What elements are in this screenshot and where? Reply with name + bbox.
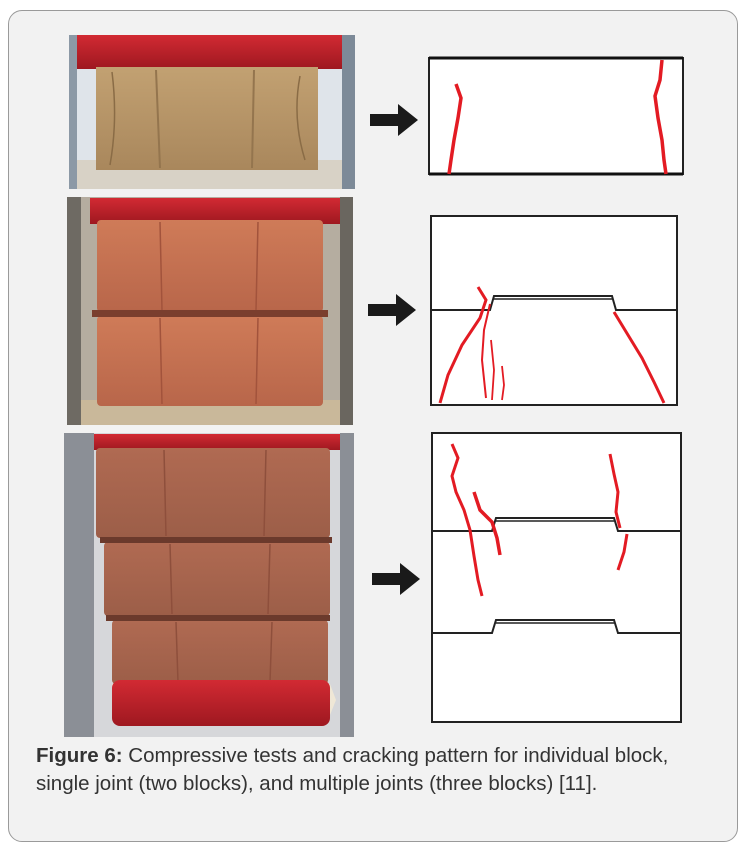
figure-label: Figure 6: xyxy=(36,744,123,767)
crack-diagram-multiple-joints xyxy=(432,433,681,722)
crack-diagram-individual-block xyxy=(429,58,683,174)
photo-single-joint xyxy=(67,197,353,425)
panel-individual-block xyxy=(69,35,683,189)
photo-individual-block xyxy=(69,35,355,189)
caption-text: Compressive tests and cracking pattern for individual block, single joint (two blocks), and multiple joints (three blocks) [11]. xyxy=(36,744,669,795)
crack-diagram-single-joint xyxy=(431,216,677,405)
arrow-icon xyxy=(368,294,416,326)
arrow-icon xyxy=(370,104,418,136)
panel-multiple-joints xyxy=(64,433,681,737)
panel-single-joint xyxy=(67,197,677,425)
arrow-icon xyxy=(372,563,420,595)
photo-multiple-joints xyxy=(64,433,354,737)
figure-caption xyxy=(36,742,726,798)
